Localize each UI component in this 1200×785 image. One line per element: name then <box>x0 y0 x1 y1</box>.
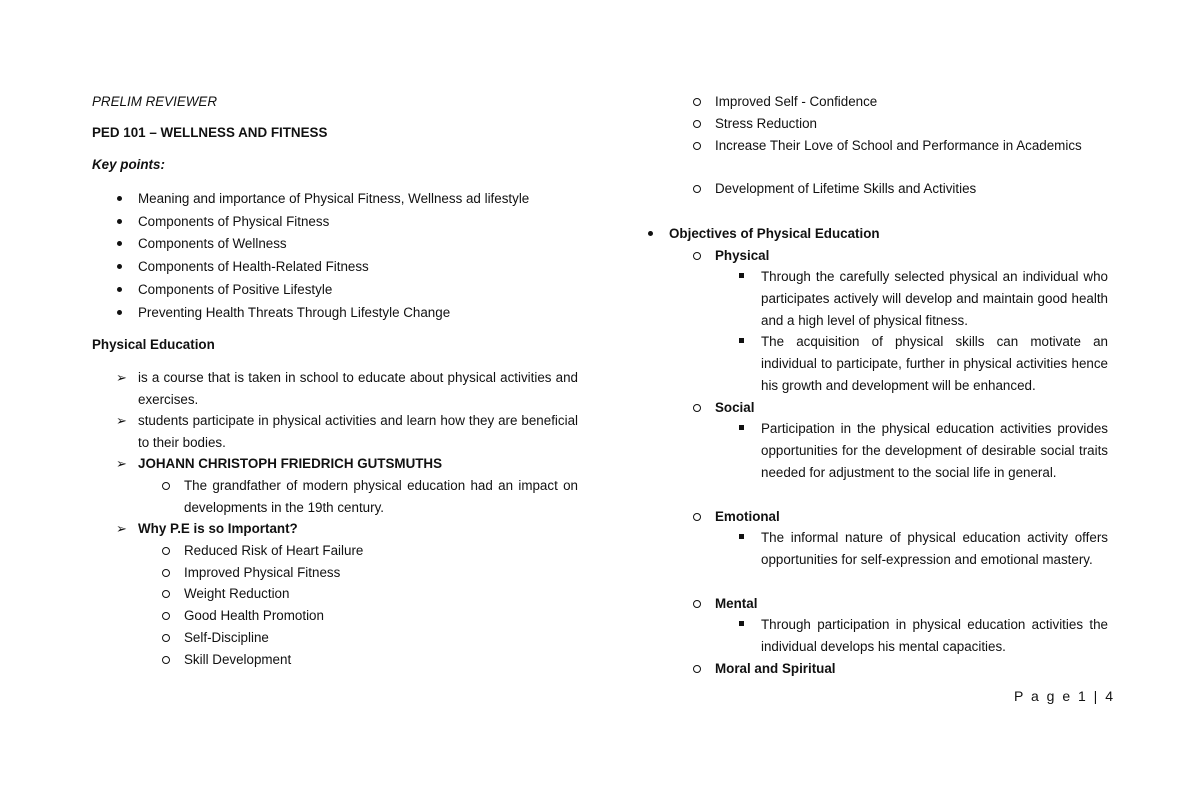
circle-bullet-icon <box>693 404 701 412</box>
objectives-title: Objectives of Physical Education <box>669 226 880 241</box>
circle-bullet-icon <box>162 547 170 555</box>
course-title: PED 101 – WELLNESS AND FITNESS <box>92 125 328 140</box>
circle-bullet-icon <box>162 634 170 642</box>
circle-bullet-icon <box>162 482 170 490</box>
circle-bullet-icon <box>162 590 170 598</box>
circle-bullet-icon <box>693 665 701 673</box>
pe-section-title: Physical Education <box>92 337 215 352</box>
arrow-bullet-icon: ➢ <box>116 521 127 536</box>
list-item: Improved Physical Fitness <box>184 565 341 580</box>
mental-point-1: Through participation in physical education activities the individual develops his mental capacities. <box>761 617 1108 654</box>
gutsmuths-name: JOHANN CHRISTOPH FRIEDRICH GUTSMUTHS <box>138 456 443 471</box>
bullet-dot-icon <box>117 196 122 201</box>
square-bullet-icon <box>739 273 744 278</box>
bullet-dot-icon <box>117 287 122 292</box>
list-item: Preventing Health Threats Through Lifestyle Change <box>138 305 451 320</box>
list-item: Increase Their Love of School and Performance in Academics <box>715 138 1082 153</box>
list-item: Development of Lifetime Skills and Activities <box>715 181 977 196</box>
arrow-bullet-icon: ➢ <box>116 370 127 385</box>
arrow-bullet-icon: ➢ <box>116 456 127 471</box>
square-bullet-icon <box>739 425 744 430</box>
list-item: Improved Self - Confidence <box>715 94 878 109</box>
objective-physical-label: Physical <box>715 248 770 263</box>
reviewer-title: PRELIM REVIEWER <box>92 94 218 109</box>
circle-bullet-icon <box>693 513 701 521</box>
list-item: Weight Reduction <box>184 586 290 601</box>
list-item: Components of Physical Fitness <box>138 214 330 229</box>
circle-bullet-icon <box>693 98 701 106</box>
bullet-dot-icon <box>117 310 122 315</box>
objective-mental-label: Mental <box>715 596 758 611</box>
list-item: Stress Reduction <box>715 116 817 131</box>
circle-bullet-icon <box>693 252 701 260</box>
list-item: Skill Development <box>184 652 292 667</box>
circle-bullet-icon <box>693 185 701 193</box>
physical-point-1: Through the carefully selected physical an individual who participates actively will develop and maintain good health and a high level of physical fitness. <box>761 269 1108 328</box>
bullet-dot-icon <box>117 241 122 246</box>
pe-participation: students participate in physical activities and learn how they are beneficial to their bodies. <box>138 413 578 450</box>
gutsmuths-description: The grandfather of modern physical education had an impact on developments in the 19th century. <box>184 478 578 515</box>
circle-bullet-icon <box>162 569 170 577</box>
circle-bullet-icon <box>693 120 701 128</box>
square-bullet-icon <box>739 621 744 626</box>
circle-bullet-icon <box>693 600 701 608</box>
objective-social-label: Social <box>715 400 755 415</box>
emotional-point-1: The informal nature of physical education activity offers opportunities for self-expression and emotional mastery. <box>761 530 1108 567</box>
list-item: Self-Discipline <box>184 630 269 645</box>
list-item: Components of Positive Lifestyle <box>138 282 333 297</box>
circle-bullet-icon <box>162 612 170 620</box>
list-item: Components of Wellness <box>138 236 287 251</box>
list-item: Meaning and importance of Physical Fitness, Wellness ad lifestyle <box>138 191 530 206</box>
objective-emotional-label: Emotional <box>715 509 780 524</box>
list-item: Good Health Promotion <box>184 608 324 623</box>
bullet-dot-icon <box>117 264 122 269</box>
page-number: P a g e 1 | 4 <box>1014 688 1115 704</box>
pe-definition: is a course that is taken in school to educate about physical activities and exercises. <box>138 370 578 407</box>
social-point-1: Participation in the physical education activities provides opportunities for the development of desirable social traits needed for adjustment to the social life in general. <box>761 421 1108 480</box>
square-bullet-icon <box>739 534 744 539</box>
circle-bullet-icon <box>693 142 701 150</box>
arrow-bullet-icon: ➢ <box>116 413 127 428</box>
bullet-dot-icon <box>117 219 122 224</box>
square-bullet-icon <box>739 338 744 343</box>
list-item: Components of Health-Related Fitness <box>138 259 369 274</box>
list-item: Reduced Risk of Heart Failure <box>184 543 364 558</box>
why-pe-heading: Why P.E is so Important? <box>138 521 298 536</box>
circle-bullet-icon <box>162 656 170 664</box>
objective-moral-label: Moral and Spiritual <box>715 661 836 676</box>
physical-point-2: The acquisition of physical skills can motivate an individual to participate, further in physical activities hence his growth and development will be enhanced. <box>761 334 1108 393</box>
key-points-label: Key points: <box>92 157 165 172</box>
bullet-dot-icon <box>648 231 653 236</box>
